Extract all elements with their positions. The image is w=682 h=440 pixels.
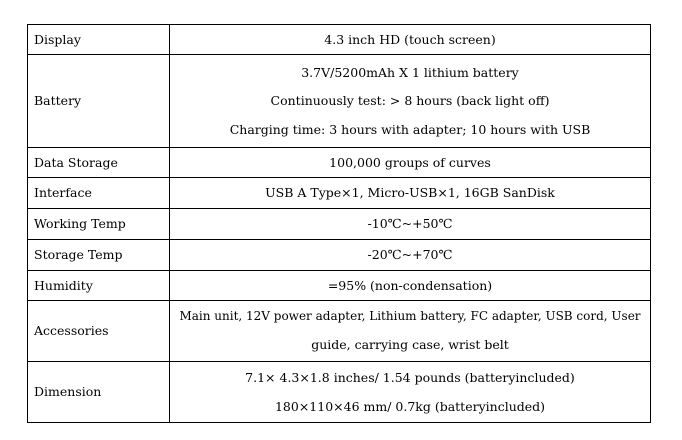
spec-value-line: guide, carrying case, wrist belt (311, 337, 509, 353)
spec-value-line: =95% (non-condensation) (327, 277, 493, 293)
spec-label: Working Temp (28, 209, 170, 240)
spec-value (170, 209, 651, 240)
table-row (28, 178, 651, 209)
spec-value-line: 4.3 inch HD (touch screen) (324, 31, 496, 47)
spec-value (170, 240, 651, 271)
spec-value-line: 7.1× 4.3×1.8 inches/ 1.54 pounds (batteryincluded) (245, 369, 575, 385)
table-row (28, 25, 651, 55)
spec-value (170, 301, 651, 362)
spec-value (170, 148, 651, 178)
spec-value-line: -20℃~+70℃ (367, 247, 453, 263)
spec-label: Dimension (28, 362, 170, 423)
spec-value-line: Main unit, 12V power adapter, Lithium battery, FC adapter, USB cord, User (179, 309, 641, 324)
spec-label: Battery (28, 55, 170, 148)
spec-label: Storage Temp (28, 240, 170, 271)
spec-value (170, 178, 651, 209)
spec-value (170, 271, 651, 301)
spec-value (170, 55, 651, 148)
table-row (28, 240, 651, 271)
specifications-table (27, 24, 651, 423)
spec-label: Accessories (28, 301, 170, 362)
spec-value-line: 180×110×46 mm/ 0.7kg (batteryincluded) (274, 398, 546, 414)
spec-value (170, 25, 651, 55)
spec-value (170, 362, 651, 423)
table-row (28, 55, 651, 148)
table-row (28, 301, 651, 362)
table-row (28, 271, 651, 301)
spec-value-line: 100,000 groups of curves (329, 154, 491, 170)
spec-label: Display (28, 25, 170, 55)
spec-label: Data Storage (28, 148, 170, 178)
table-row (28, 362, 651, 423)
table-row (28, 148, 651, 178)
spec-value-line: -10℃~+50℃ (367, 216, 453, 232)
spec-label: Humidity (28, 271, 170, 301)
spec-value-line: Continuously test: > 8 hours (back light off) (270, 93, 550, 109)
spec-value-line: USB A Type×1, Micro-USB×1, 16GB SanDisk (265, 185, 555, 201)
spec-value-line: 3.7V/5200mAh X 1 lithium battery (301, 64, 519, 80)
spec-label: Interface (28, 178, 170, 209)
table-row (28, 209, 651, 240)
spec-value-line: Charging time: 3 hours with adapter; 10 hours with USB (229, 121, 591, 137)
